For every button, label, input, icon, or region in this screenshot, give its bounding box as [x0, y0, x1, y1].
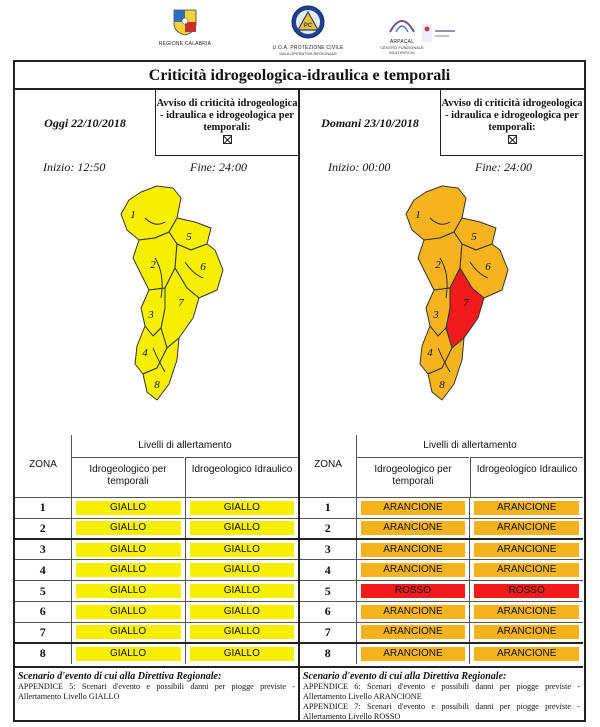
- level-temporali-cell: [356, 643, 470, 664]
- level-idraulico-cell: [470, 581, 583, 602]
- bulletin-frame: [13, 60, 586, 722]
- livelli-header: Livelli di allertamento: [71, 435, 298, 457]
- level-idraulico-badge: GIALLO: [190, 543, 294, 557]
- level-idraulico-badge: ARANCIONE: [474, 647, 579, 661]
- table-row: [15, 643, 298, 664]
- today-times: [15, 158, 298, 178]
- level-idraulico-cell: [185, 622, 298, 643]
- protezione-civile-logo: [258, 4, 358, 56]
- zona-number: 1: [300, 498, 356, 519]
- level-idraulico-badge: ARANCIONE: [474, 605, 579, 619]
- zona-header: ZONA: [29, 459, 57, 470]
- zone-label: 3: [433, 309, 439, 321]
- arpacal-emblem-icon: [388, 14, 416, 34]
- zona-number: 2: [15, 518, 71, 539]
- tomorrow-levels-header: [300, 435, 583, 497]
- level-idraulico-badge: GIALLO: [190, 521, 294, 535]
- tomorrow-scenario: [300, 666, 583, 720]
- level-temporali-badge: ARANCIONE: [361, 647, 466, 661]
- level-temporali-cell: [71, 560, 185, 581]
- col-temporali-header: Idrogeologico per temporali: [71, 457, 184, 497]
- zone-label: 5: [186, 231, 192, 243]
- level-idraulico-cell: [185, 498, 298, 519]
- level-idraulico-badge: GIALLO: [190, 501, 294, 515]
- level-idraulico-badge: GIALLO: [190, 605, 294, 619]
- scenario-text: APPENDICE 5: Scenari d'evento e possibili danni per piogge previste - Allertamento Livello GIALLO: [18, 682, 295, 701]
- svg-text:PC: PC: [303, 23, 313, 29]
- level-temporali-badge: ARANCIONE: [361, 501, 466, 515]
- level-idraulico-badge: ARANCIONE: [474, 625, 579, 639]
- tomorrow-fine: Fine: 24:00: [475, 160, 532, 174]
- table-row: [300, 643, 583, 664]
- zona-number: 8: [15, 643, 71, 664]
- zone-label: 1: [130, 209, 136, 221]
- table-row: [15, 581, 298, 602]
- zona-number: 3: [300, 539, 356, 560]
- level-idraulico-cell: [185, 643, 298, 664]
- level-temporali-badge: GIALLO: [76, 501, 181, 515]
- level-temporali-badge: ARANCIONE: [361, 521, 466, 535]
- level-temporali-badge: ARANCIONE: [361, 605, 466, 619]
- zone-label: 7: [463, 297, 469, 309]
- page-title: Criticità idrogeologica-idraulica e temporali: [15, 62, 584, 90]
- col-idraulico-header: Idrogeologico Idraulico: [470, 457, 583, 497]
- level-temporali-cell: [356, 581, 470, 602]
- level-temporali-badge: GIALLO: [76, 625, 181, 639]
- level-idraulico-badge: GIALLO: [190, 584, 294, 598]
- regione-calabria-text: REGIONE CALABRIA: [158, 41, 212, 47]
- scenario-title: Scenario d'evento di cui alla Direttiva Regionale:: [18, 671, 222, 682]
- level-temporali-cell: [71, 581, 185, 602]
- zona-number: 4: [300, 560, 356, 581]
- level-idraulico-cell: [470, 560, 583, 581]
- level-idraulico-cell: [470, 518, 583, 539]
- table-row: [15, 601, 298, 622]
- table-row: [15, 622, 298, 643]
- partner-emblem-icon: [421, 22, 457, 44]
- zona-header: ZONA: [314, 459, 342, 470]
- tomorrow-times: [300, 158, 583, 178]
- today-panel: [15, 90, 298, 720]
- zona-number: 6: [300, 601, 356, 622]
- table-row: [300, 560, 583, 581]
- level-temporali-cell: [71, 518, 185, 539]
- table-row: [300, 581, 583, 602]
- zona-number: 5: [300, 581, 356, 602]
- zona-number: 7: [300, 622, 356, 643]
- tomorrow-levels-table: [300, 497, 583, 664]
- today-fine: Fine: 24:00: [190, 160, 247, 174]
- level-idraulico-badge: ROSSO: [474, 584, 579, 598]
- level-temporali-badge: GIALLO: [76, 647, 181, 661]
- zone-label: 4: [142, 347, 148, 359]
- header-logos: [0, 0, 600, 60]
- zona-number: 2: [300, 518, 356, 539]
- zona-number: 3: [15, 539, 71, 560]
- zone-label: 3: [148, 309, 154, 321]
- level-temporali-badge: ARANCIONE: [361, 625, 466, 639]
- level-temporali-badge: ARANCIONE: [361, 563, 466, 577]
- level-temporali-badge: GIALLO: [76, 563, 181, 577]
- level-idraulico-cell: [185, 539, 298, 560]
- col-idraulico-header: Idrogeologico Idraulico: [185, 457, 298, 497]
- calabria-emblem-icon: [172, 8, 198, 36]
- today-avviso-text: Avviso di criticità idrogeologica - idraulica e idrogeologica per temporali:: [156, 98, 298, 133]
- level-idraulico-cell: [470, 643, 583, 664]
- zone-label: 6: [200, 261, 206, 273]
- checkbox-crossed-icon: [223, 135, 232, 144]
- level-idraulico-badge: ARANCIONE: [474, 501, 579, 515]
- level-idraulico-badge: GIALLO: [190, 647, 294, 661]
- tomorrow-avviso: [440, 90, 583, 156]
- table-row: [15, 498, 298, 519]
- level-idraulico-cell: [185, 581, 298, 602]
- today-avviso: [155, 90, 298, 156]
- level-temporali-badge: GIALLO: [76, 543, 181, 557]
- tomorrow-date: Domani 23/10/2018: [321, 115, 419, 130]
- zone-label: 8: [154, 379, 160, 391]
- zone-label: 7: [178, 297, 184, 309]
- level-temporali-badge: ARANCIONE: [361, 543, 466, 557]
- col-temporali-header: Idrogeologico per temporali: [356, 457, 469, 497]
- level-temporali-cell: [356, 498, 470, 519]
- livelli-header: Livelli di allertamento: [356, 435, 583, 457]
- level-temporali-cell: [356, 622, 470, 643]
- level-idraulico-cell: [470, 539, 583, 560]
- scenario-text-2: APPENDICE 7: Scenari d'evento e possibili danni per piogge previste - Allertamento Livello ROSSO: [303, 702, 580, 721]
- zona-number: 7: [15, 622, 71, 643]
- table-row: [300, 622, 583, 643]
- zone-label: 1: [415, 209, 421, 221]
- regione-calabria-logo: [150, 8, 220, 47]
- zona-number: 8: [300, 643, 356, 664]
- level-idraulico-cell: [185, 601, 298, 622]
- today-date: Oggi 22/10/2018: [44, 115, 126, 130]
- table-row: [15, 539, 298, 560]
- calabria-map-tomorrow: [380, 178, 530, 428]
- level-temporali-badge: ROSSO: [361, 584, 466, 598]
- zone-label: 6: [485, 261, 491, 273]
- scenario-text: APPENDICE 6: Scenari d'evento e possibili danni per piogge previste - Allertamento Livello ARANCIONE: [303, 682, 580, 701]
- level-temporali-cell: [71, 622, 185, 643]
- level-temporali-badge: GIALLO: [76, 521, 181, 535]
- level-temporali-cell: [71, 643, 185, 664]
- zone-label: 2: [150, 259, 156, 271]
- arpacal-subtext: CENTRO FUNZIONALE MULTIRISCHI: [380, 45, 424, 55]
- partner-logo: [420, 22, 458, 49]
- today-scenario: [15, 666, 298, 720]
- level-temporali-cell: [356, 539, 470, 560]
- table-row: [300, 518, 583, 539]
- level-idraulico-cell: [185, 560, 298, 581]
- level-temporali-badge: GIALLO: [76, 584, 181, 598]
- level-idraulico-cell: [470, 601, 583, 622]
- protezione-civile-emblem-icon: [290, 4, 326, 40]
- level-temporali-cell: [356, 601, 470, 622]
- level-temporali-cell: [71, 601, 185, 622]
- level-idraulico-badge: ARANCIONE: [474, 543, 579, 557]
- zona-number: 4: [15, 560, 71, 581]
- tomorrow-avviso-text: Avviso di criticità idrogeologica - idraulica e idrogeologica per temporali:: [441, 98, 583, 133]
- table-row: [15, 560, 298, 581]
- uoa-text-line1: U.O.A. PROTEZIONE CIVILE: [272, 45, 344, 51]
- zone-label: 8: [439, 379, 445, 391]
- zona-number: 5: [15, 581, 71, 602]
- level-temporali-badge: GIALLO: [76, 605, 181, 619]
- scenario-title: Scenario d'evento di cui alla Direttiva Regionale:: [303, 671, 507, 682]
- calabria-map-today: [95, 178, 245, 428]
- table-row: [300, 601, 583, 622]
- level-temporali-cell: [71, 498, 185, 519]
- level-idraulico-badge: GIALLO: [190, 625, 294, 639]
- zona-number: 6: [15, 601, 71, 622]
- level-idraulico-badge: GIALLO: [190, 563, 294, 577]
- table-row: [300, 498, 583, 519]
- level-idraulico-cell: [470, 498, 583, 519]
- today-levels-header: [15, 435, 298, 497]
- zona-number: 1: [15, 498, 71, 519]
- level-idraulico-cell: [470, 622, 583, 643]
- table-row: [15, 518, 298, 539]
- tomorrow-panel: [300, 90, 583, 720]
- zone-label: 5: [471, 231, 477, 243]
- level-temporali-cell: [71, 539, 185, 560]
- table-row: [300, 539, 583, 560]
- today-inizio: Inizio: 12:50: [43, 160, 106, 174]
- level-temporali-cell: [356, 560, 470, 581]
- zone-label: 4: [427, 347, 433, 359]
- tomorrow-inizio: Inizio: 00:00: [328, 160, 391, 174]
- checkbox-crossed-icon: [508, 135, 517, 144]
- uoa-text-line2: SALA OPERATIVA REGIONALE: [279, 51, 337, 56]
- today-levels-table: [15, 497, 298, 664]
- zone-label: 2: [435, 259, 441, 271]
- level-idraulico-badge: ARANCIONE: [474, 521, 579, 535]
- level-idraulico-badge: ARANCIONE: [474, 563, 579, 577]
- level-idraulico-cell: [185, 518, 298, 539]
- level-temporali-cell: [356, 518, 470, 539]
- arpacal-text: ARPACAL: [389, 39, 415, 45]
